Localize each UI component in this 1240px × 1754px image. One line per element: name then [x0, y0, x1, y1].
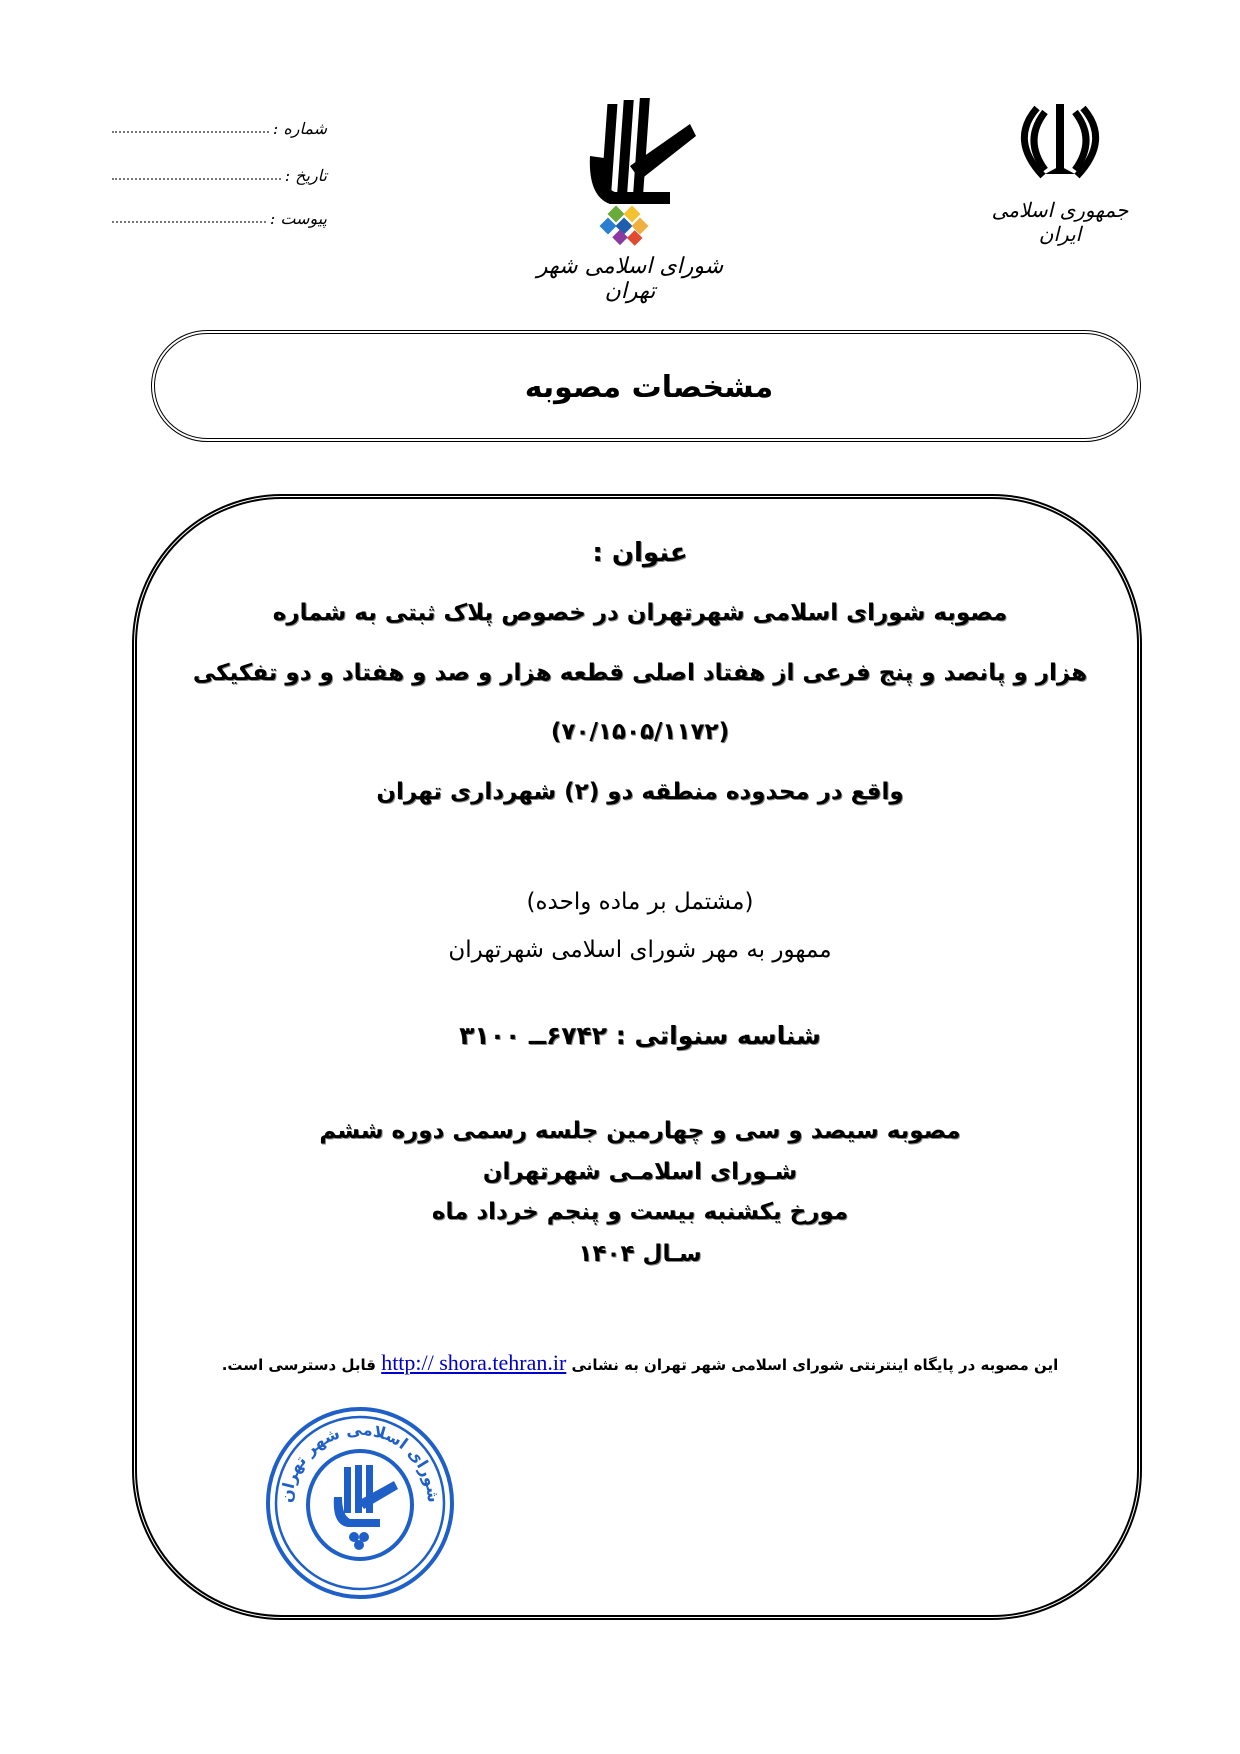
subject-line-2: هزار و پانصد و پنج فرعی از هفتاد اصلی قطعه هزار و صد و هفتاد و دو تفکیکی [192, 660, 1088, 686]
council-website-link[interactable]: http:// shora.tehran.ir [381, 1350, 567, 1375]
iran-emblem [975, 100, 1145, 246]
session-line-2: شـورای اسلامـی شهرتهران [482, 1159, 798, 1185]
number-label: شماره : [272, 119, 327, 138]
page-title: مشخصات مصوبه [524, 370, 774, 405]
location-line: واقع در محدوده منطقه دو (۲) شهرداری تهران [376, 779, 904, 805]
footer-text-before: این مصوبه در پایگاه اینترنتی شورای اسلامی شهر تهران به نشانی [571, 1356, 1059, 1374]
plate-number: (۷۰/۱۵۰۵/۱۱۷۲) [550, 719, 730, 745]
hearing-id: شناسه سنواتی : ۶۷۴۲ــ ۳۱۰۰ [459, 1021, 821, 1050]
attachment-field [112, 206, 327, 228]
date-label: تاریخ : [284, 166, 327, 185]
session-line-1: مصوبه سیصد و سی و چهارمین جلسه رسمی دوره ششم [319, 1118, 961, 1144]
emblem-text: جمهوری اسلامی ایران [991, 198, 1129, 246]
subject-line-1: مصوبه شورای اسلامی شهرتهران در خصوص پلاک ثبتی به شماره [272, 600, 1008, 626]
footer-note [140, 1350, 1140, 1376]
number-field [112, 116, 327, 138]
footer-text-after: قابل دسترسی است. [221, 1356, 376, 1374]
council-calligraphy-icon [530, 96, 730, 246]
sealed-line: ممهور به مهر شورای اسلامی شهرتهران [448, 937, 832, 963]
seal-icon [262, 1405, 458, 1601]
contains-line: (مشتمل بر ماده واحده) [526, 889, 754, 915]
council-logo-text: شورای اسلامی شهر تهران [536, 254, 724, 304]
session-line-4: سـال ۱۴۰۴ [578, 1241, 702, 1267]
date-field [112, 163, 327, 185]
iran-emblem-icon [975, 100, 1145, 180]
svg-text:شورای اسلامی شهر تهران: شورای اسلامی شهر تهران [276, 1419, 444, 1504]
attachment-label: پیوست : [269, 209, 327, 228]
council-seal-stamp [262, 1405, 458, 1601]
subject-heading: عنوان : [592, 538, 688, 568]
tehran-council-logo [530, 96, 730, 304]
session-line-3: مورخ یکشنبه بیست و پنجم خرداد ماه [431, 1199, 849, 1225]
